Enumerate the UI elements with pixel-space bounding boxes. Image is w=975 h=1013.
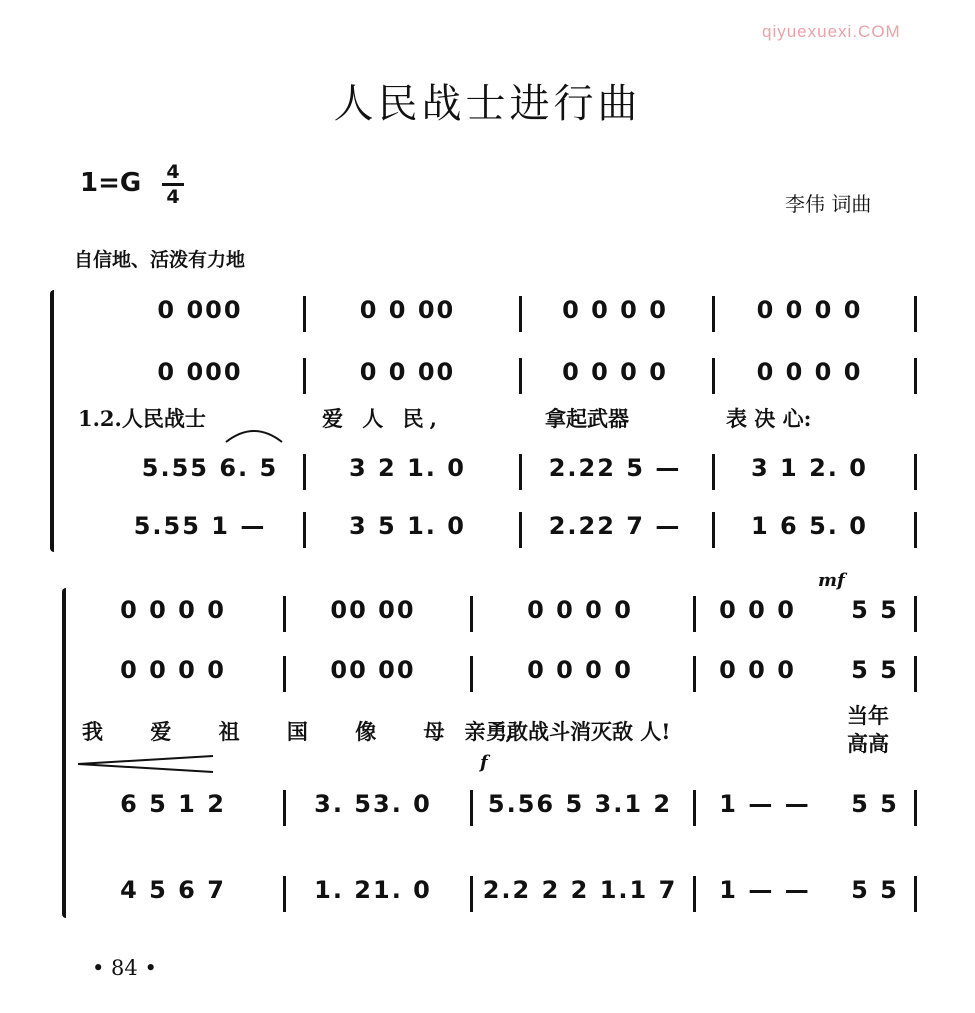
measure: 1 — — [719, 790, 811, 818]
diminuendo-hairpin [78, 754, 218, 774]
measure: 1. 21. 0 [314, 876, 432, 904]
barline [303, 512, 306, 548]
lyric-segment: 勇敢战斗消灭敌 人! [486, 719, 671, 744]
system1-row4 [0, 512, 975, 552]
measure: 0 0 00 [359, 296, 456, 324]
barline [914, 876, 917, 912]
measure: 00 00 [330, 656, 416, 684]
system2-row3 [0, 790, 975, 830]
system2-row1 [0, 596, 975, 636]
barline [519, 296, 522, 332]
measure: 0 0 0 0 [756, 296, 863, 324]
system1-row3 [0, 454, 975, 494]
time-signature [162, 162, 184, 207]
lyric-choice-top: 当年 [847, 703, 889, 728]
barline [712, 358, 715, 394]
lyric-segment: 爱 人 民, [322, 406, 443, 431]
measure: 5 5 [851, 876, 899, 904]
site-watermark: qiyuexuexi.COM [762, 22, 901, 41]
barline [914, 656, 917, 692]
measure: 5.55 1 — [133, 512, 267, 540]
system2-brace [62, 588, 66, 918]
barline [470, 656, 473, 692]
measure: 5 5 [851, 790, 899, 818]
measure: 2.22 5 — [548, 454, 682, 482]
measure: 5 5 [851, 656, 899, 684]
barline [914, 790, 917, 826]
system1-row1 [0, 296, 975, 336]
measure: 1 6 5. 0 [751, 512, 868, 540]
barline [470, 790, 473, 826]
measure: 2.22 7 — [548, 512, 682, 540]
measure: 2.2 2 2 1.1 7 [482, 876, 678, 904]
barline [693, 596, 696, 632]
barline [303, 358, 306, 394]
time-denominator: 4 [166, 186, 180, 208]
measure: 0 0 0 0 [756, 358, 863, 386]
barline [693, 656, 696, 692]
measure: 3 1 2. 0 [751, 454, 868, 482]
barline [693, 876, 696, 912]
measure: 0 0 0 0 [527, 596, 633, 624]
tempo-marking: 自信地、活泼有力地 [74, 249, 246, 271]
measure: 3. 53. 0 [314, 790, 432, 818]
measure: 1 — — [719, 876, 811, 904]
barline [914, 358, 917, 394]
barline [283, 656, 286, 692]
measure: 4 5 6 7 [120, 876, 226, 904]
measure: 5.56 5 3.1 2 [487, 790, 673, 818]
system2-row2 [0, 656, 975, 696]
song-title: 人民战士进行曲 [333, 81, 642, 127]
barline [914, 296, 917, 332]
measure: 5.55 6. 5 [141, 454, 279, 482]
measure: 6 5 1 2 [120, 790, 226, 818]
measure: 0 0 0 0 [562, 358, 668, 386]
barline [470, 876, 473, 912]
measure: 00 00 [330, 596, 416, 624]
measure: 0 0 0 0 [120, 656, 226, 684]
barline [283, 790, 286, 826]
measure: 0 0 0 0 [120, 596, 226, 624]
system1-row2 [0, 358, 975, 398]
barline [914, 454, 917, 490]
time-numerator: 4 [166, 161, 180, 183]
measure: 0 0 0 [719, 596, 796, 624]
barline [303, 454, 306, 490]
key-signature: 1=G [80, 168, 142, 198]
measure: 3 2 1. 0 [349, 454, 466, 482]
barline [712, 512, 715, 548]
dynamic-mf: mf [818, 570, 845, 591]
system2-row4 [0, 876, 975, 916]
lyric-choice-bottom: 高高 [847, 731, 889, 756]
measure: 5 5 [851, 596, 899, 624]
measure: 3 5 1. 0 [349, 512, 466, 540]
page-number: • 84 • [92, 956, 157, 980]
measure: 0 0 0 [719, 656, 796, 684]
barline [283, 596, 286, 632]
lyric-segment: 拿起武器 [545, 406, 629, 431]
barline [283, 876, 286, 912]
measure: 0 0 0 0 [527, 656, 633, 684]
composer-credit: 李伟 词曲 [785, 192, 872, 216]
barline [470, 596, 473, 632]
slur-mark [224, 424, 284, 444]
measure: 0 0 00 [359, 358, 456, 386]
lyric-segment: 1.2.人民战士 [78, 406, 206, 431]
dynamic-f: f [480, 752, 488, 773]
lyric-segment: 我 爱 祖 国 像 母亲, [82, 719, 533, 744]
barline [914, 512, 917, 548]
barline [303, 296, 306, 332]
measure: 0 0 0 0 [562, 296, 668, 324]
measure: 0 000 [157, 296, 243, 324]
barline [712, 296, 715, 332]
measure: 0 000 [157, 358, 243, 386]
barline [519, 358, 522, 394]
barline [914, 596, 917, 632]
barline [519, 454, 522, 490]
lyric-segment: 表 决 心: [726, 406, 812, 431]
barline [693, 790, 696, 826]
barline [519, 512, 522, 548]
barline [712, 454, 715, 490]
